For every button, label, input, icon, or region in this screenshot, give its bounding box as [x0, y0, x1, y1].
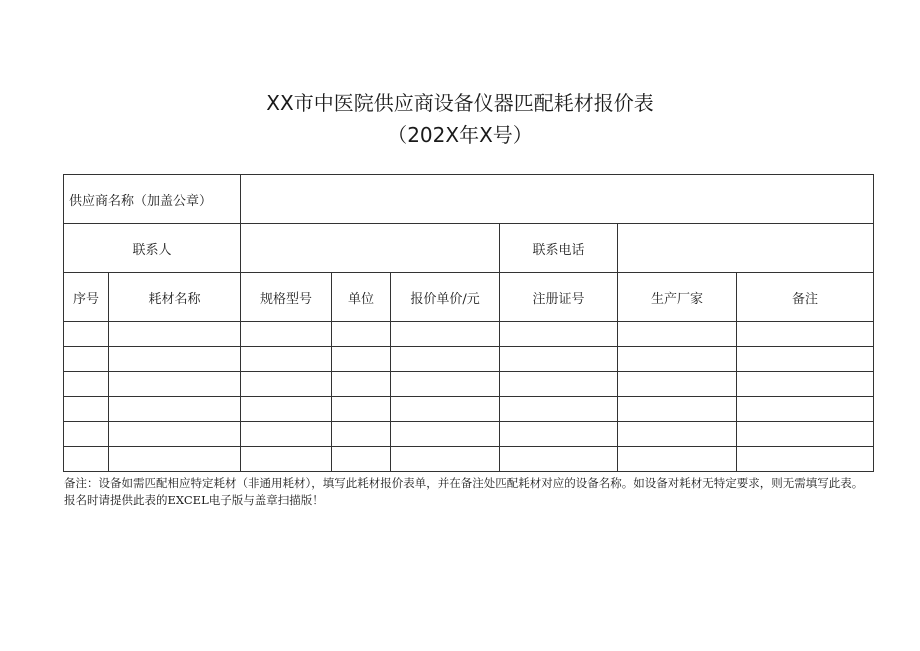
cell-material-name[interactable]	[109, 372, 241, 397]
cell-index[interactable]	[64, 372, 109, 397]
cell-unit[interactable]	[332, 397, 391, 422]
cell-material-name[interactable]	[109, 422, 241, 447]
table-row	[64, 397, 874, 422]
cell-spec-model[interactable]	[241, 422, 332, 447]
supplier-row	[64, 175, 874, 224]
quotation-form-table	[63, 174, 874, 472]
header-spec-model: 规格型号	[241, 273, 332, 322]
contact-person-field[interactable]	[241, 224, 500, 273]
cell-manufacturer[interactable]	[618, 347, 737, 372]
cell-unit-price[interactable]	[391, 447, 500, 472]
document-subtitle: （202X年X号）	[387, 123, 533, 147]
cell-remarks[interactable]	[737, 447, 874, 472]
cell-registration-no[interactable]	[500, 322, 618, 347]
cell-manufacturer[interactable]	[618, 372, 737, 397]
contact-phone-field[interactable]	[618, 224, 874, 273]
cell-material-name[interactable]	[109, 447, 241, 472]
cell-spec-model[interactable]	[241, 372, 332, 397]
cell-index[interactable]	[64, 422, 109, 447]
document-title: XX市中医院供应商设备仪器匹配耗材报价表	[266, 91, 654, 115]
table-row	[64, 322, 874, 347]
cell-unit-price[interactable]	[391, 347, 500, 372]
header-unit-price: 报价单价/元	[391, 273, 500, 322]
cell-registration-no[interactable]	[500, 347, 618, 372]
cell-remarks[interactable]	[737, 422, 874, 447]
table-row	[64, 372, 874, 397]
cell-index[interactable]	[64, 347, 109, 372]
footnote-remarks: 备注：设备如需匹配相应特定耗材（非通用耗材），填写此耗材报价表单，并在备注处匹配耗材对应的设备名称。如设备对耗材无特定要求，则无需填写此表。报名时请提供此表的EXCEL电子版与盖章扫描版！	[64, 476, 864, 507]
cell-index[interactable]	[64, 397, 109, 422]
header-unit: 单位	[332, 273, 391, 322]
contact-row	[64, 224, 874, 273]
header-remarks: 备注	[737, 273, 874, 322]
cell-manufacturer[interactable]	[618, 322, 737, 347]
cell-index[interactable]	[64, 447, 109, 472]
cell-spec-model[interactable]	[241, 347, 332, 372]
table-row	[64, 422, 874, 447]
cell-material-name[interactable]	[109, 322, 241, 347]
header-row	[64, 273, 874, 322]
header-registration-no: 注册证号	[500, 273, 618, 322]
cell-unit-price[interactable]	[391, 397, 500, 422]
header-material-name: 耗材名称	[109, 273, 241, 322]
cell-remarks[interactable]	[737, 372, 874, 397]
cell-unit[interactable]	[332, 447, 391, 472]
cell-spec-model[interactable]	[241, 397, 332, 422]
cell-unit[interactable]	[332, 322, 391, 347]
header-manufacturer: 生产厂家	[618, 273, 737, 322]
header-index: 序号	[64, 273, 109, 322]
cell-spec-model[interactable]	[241, 322, 332, 347]
cell-manufacturer[interactable]	[618, 422, 737, 447]
table-row	[64, 347, 874, 372]
cell-material-name[interactable]	[109, 347, 241, 372]
contact-person-label: 联系人	[64, 224, 241, 273]
cell-unit-price[interactable]	[391, 422, 500, 447]
cell-registration-no[interactable]	[500, 397, 618, 422]
cell-registration-no[interactable]	[500, 372, 618, 397]
cell-index[interactable]	[64, 322, 109, 347]
cell-manufacturer[interactable]	[618, 397, 737, 422]
supplier-name-label: 供应商名称（加盖公章）	[64, 175, 241, 224]
contact-phone-label: 联系电话	[500, 224, 618, 273]
cell-unit-price[interactable]	[391, 322, 500, 347]
cell-registration-no[interactable]	[500, 447, 618, 472]
table-row	[64, 447, 874, 472]
supplier-name-field[interactable]	[241, 175, 874, 224]
cell-material-name[interactable]	[109, 397, 241, 422]
cell-manufacturer[interactable]	[618, 447, 737, 472]
cell-remarks[interactable]	[737, 322, 874, 347]
cell-registration-no[interactable]	[500, 422, 618, 447]
cell-remarks[interactable]	[737, 347, 874, 372]
cell-unit[interactable]	[332, 372, 391, 397]
cell-unit[interactable]	[332, 347, 391, 372]
cell-unit[interactable]	[332, 422, 391, 447]
cell-spec-model[interactable]	[241, 447, 332, 472]
cell-unit-price[interactable]	[391, 372, 500, 397]
cell-remarks[interactable]	[737, 397, 874, 422]
